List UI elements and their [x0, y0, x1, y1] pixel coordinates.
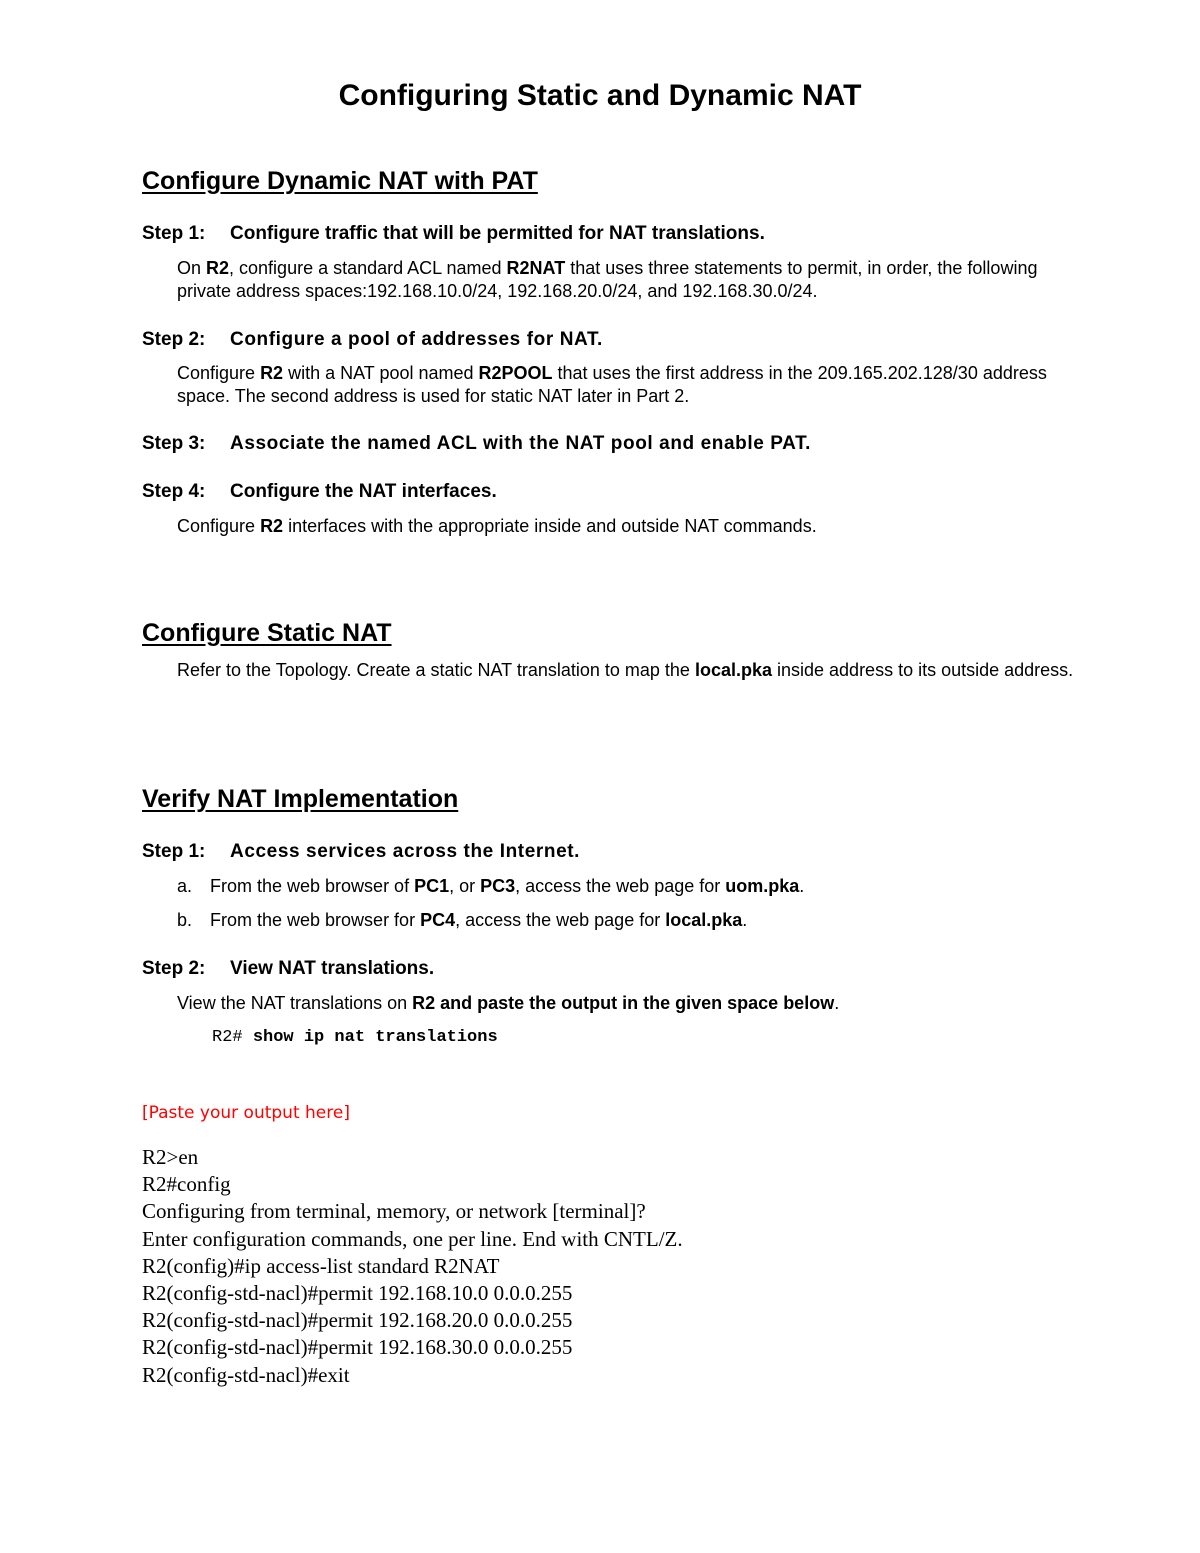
step-number: Step 2: — [142, 329, 206, 350]
command-line — [212, 1027, 498, 1049]
step-number: Step 1: — [142, 223, 206, 244]
step-heading — [142, 328, 603, 352]
step-heading — [142, 222, 765, 246]
step-number: Step 4: — [142, 481, 206, 502]
step-heading — [142, 957, 434, 981]
section-heading-static-nat: Configure Static NAT — [142, 619, 392, 647]
step-title: View NAT translations. — [230, 958, 435, 979]
output-line: R2(config-std-nacl)#permit 192.168.20.0 0.0.0.255 — [142, 1308, 573, 1333]
step-heading — [142, 432, 811, 456]
output-line: Configuring from terminal, memory, or network [terminal]? — [142, 1199, 646, 1224]
step-description: On R2, configure a standard ACL named R2NAT that uses three statements to permit, in order, the following private address spaces:192.168.10.0/24, 192.168.20.0/24, and 192.168.30.0/24. — [177, 258, 1038, 301]
list-item: a. From the web browser of PC1, or PC3, access the web page for uom.pka. — [177, 876, 805, 896]
output-line: Enter configuration commands, one per line. End with CNTL/Z. — [142, 1226, 683, 1251]
list-item: b. From the web browser for PC4, access the web page for local.pka. — [177, 910, 748, 930]
section-heading-verify-nat: Verify NAT Implementation — [142, 785, 459, 813]
output-line: R2>en — [142, 1145, 199, 1169]
page-title: Configuring Static and Dynamic NAT — [338, 79, 862, 112]
section-description: Refer to the Topology. Create a static NAT translation to map the local.pka inside address to its outside address. — [177, 660, 1074, 680]
step-description: Configure R2 with a NAT pool named R2POOL that uses the first address in the 209.165.202.128/30 address space. The second address is used for static NAT later in Part 2. — [177, 363, 1047, 406]
command-prompt: R2# — [212, 1028, 253, 1047]
step-title: Access services across the Internet. — [230, 841, 581, 862]
command-text: show ip nat translations — [252, 1028, 498, 1047]
step-title: Associate the named ACL with the NAT pool and enable PAT. — [230, 433, 812, 454]
paste-output-note: [Paste your output here] — [142, 1103, 350, 1123]
step-title: Configure a pool of addresses for NAT. — [230, 329, 603, 350]
output-line: R2(config-std-nacl)#permit 192.168.10.0 0.0.0.255 — [142, 1281, 573, 1306]
step-number: Step 1: — [142, 841, 206, 862]
section-heading-dynamic-nat: Configure Dynamic NAT with PAT — [142, 167, 538, 195]
output-line: R2#config — [142, 1172, 231, 1197]
step-number: Step 3: — [142, 433, 206, 454]
output-line: R2(config-std-nacl)#exit — [142, 1362, 350, 1387]
list-marker: a. — [177, 876, 193, 896]
step-description: View the NAT translations on R2 and paste the output in the given space below. — [177, 993, 840, 1013]
output-line: R2(config-std-nacl)#permit 192.168.30.0 0.0.0.255 — [142, 1335, 573, 1360]
pasted-output — [142, 1144, 683, 1389]
step-number: Step 2: — [142, 958, 206, 979]
list-marker: b. — [177, 910, 193, 930]
step-heading — [142, 840, 580, 864]
step-heading — [142, 480, 497, 504]
output-line: R2(config)#ip access-list standard R2NAT — [142, 1253, 500, 1278]
step-title: Configure traffic that will be permitted for NAT translations. — [230, 223, 765, 244]
step-title: Configure the NAT interfaces. — [230, 481, 497, 502]
step-description: Configure R2 interfaces with the appropriate inside and outside NAT commands. — [177, 516, 817, 536]
